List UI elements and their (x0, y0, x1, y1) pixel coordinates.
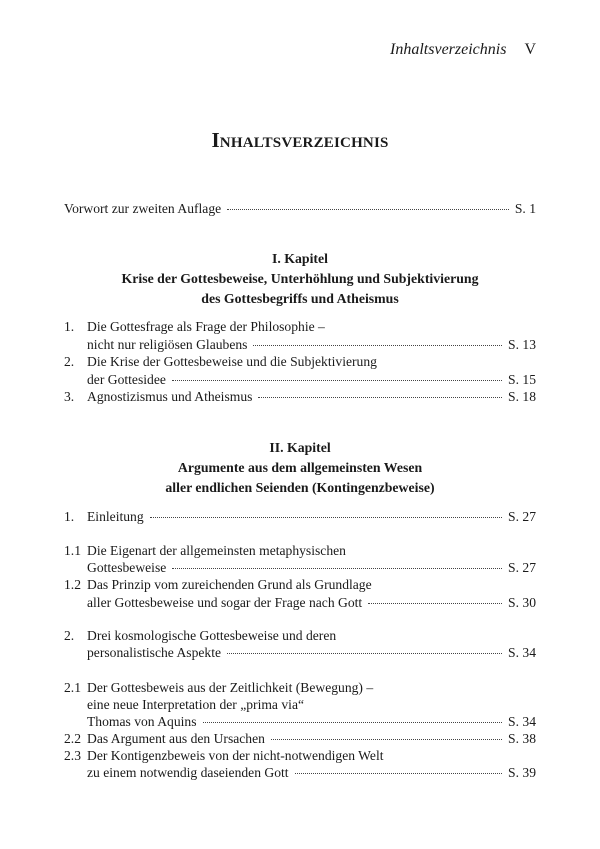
toc-entry-number: 1. (64, 509, 75, 524)
chapter-title-line: Argumente aus dem allgemeinsten Wesen (177, 460, 423, 475)
leader-dots (203, 722, 503, 723)
toc-entry-c2-2-2[interactable] (64, 730, 536, 748)
toc-entry-text: Agnostizismus und Atheismus (87, 389, 253, 404)
toc-entry-number: 1. (64, 319, 75, 334)
toc-page-ref: S. 30 (508, 595, 536, 610)
toc-entry-text: personalistische Aspekte (87, 645, 222, 660)
toc-entry-text: der Gottesidee (87, 372, 166, 387)
chapter-heading-1 (0, 249, 600, 309)
toc-entry-text: Gottesbeweise (87, 560, 167, 575)
leader-dots (253, 345, 502, 346)
toc-page-ref: S. 39 (508, 765, 536, 780)
toc-entry-foreword[interactable] (64, 200, 536, 218)
toc-page-ref: S. 27 (508, 560, 536, 575)
toc-entry-text: aller Gottesbeweise und sogar der Frage nach Gott (87, 595, 363, 610)
toc-entry-number: 3. (64, 389, 75, 404)
leader-dots (227, 653, 502, 654)
toc-entry-c2-1-1-line2[interactable] (87, 559, 536, 577)
toc-entry-text: Die Gottesfrage als Frage der Philosophie – (87, 319, 325, 334)
toc-entry-text: Die Krise der Gottesbeweise und die Subjektivierung (87, 354, 377, 369)
toc-entry-c2-1-2-line1[interactable] (64, 576, 372, 594)
toc-page-ref: S. 15 (508, 372, 536, 387)
running-head-title: Inhaltsverzeichnis (390, 41, 507, 58)
toc-heading: Inhaltsverzeichnis (211, 128, 389, 152)
toc-entry-c2-2-1-line2[interactable] (87, 696, 304, 714)
leader-dots (368, 603, 502, 604)
toc-page-ref: S. 27 (508, 509, 536, 524)
toc-page-ref: S. 18 (508, 389, 536, 404)
chapter-title-line: aller endlichen Seienden (Kontingenzbeweise) (165, 480, 435, 495)
toc-entry-text: Vorwort zur zweiten Auflage (64, 201, 222, 216)
toc-entry-text: Die Eigenart der allgemeinsten metaphysischen (87, 543, 346, 558)
toc-entry-text: Drei kosmologische Gottesbeweise und deren (87, 628, 337, 643)
toc-entry-number: 2.1 (64, 680, 81, 695)
toc-entry-c2-1-1-line1[interactable] (64, 542, 346, 560)
leader-dots (150, 517, 502, 518)
toc-entry-c2-2-3-line2[interactable] (87, 764, 536, 782)
page-number: V (524, 41, 536, 58)
toc-entry-c1-2-line1[interactable] (64, 353, 377, 371)
toc-entry-c2-1-2-line2[interactable] (87, 594, 536, 612)
toc-entry-c2-2-1-line1[interactable] (64, 679, 373, 697)
toc-entry-text: Das Prinzip vom zureichenden Grund als Grundlage (87, 577, 372, 592)
chapter-title-line: des Gottesbegriffs und Atheismus (201, 291, 399, 306)
toc-entry-number: 2.2 (64, 731, 81, 746)
toc-page-ref: S. 13 (508, 337, 536, 352)
toc-entry-c2-1[interactable] (64, 508, 536, 526)
toc-entry-text: Das Argument aus den Ursachen (87, 731, 265, 746)
toc-entry-number: 1.1 (64, 543, 81, 558)
toc-page-ref: S. 1 (514, 201, 536, 216)
toc-entry-c1-3[interactable] (64, 388, 536, 406)
toc-entry-text: Einleitung (87, 509, 144, 524)
leader-dots (295, 773, 502, 774)
toc-entry-text: Der Gottesbeweis aus der Zeitlichkeit (Bewegung) – (87, 680, 374, 695)
toc-entry-number: 2.3 (64, 748, 81, 763)
toc-entry-c1-2-line2[interactable] (87, 371, 536, 389)
leader-dots (227, 209, 509, 210)
toc-entry-text: Thomas von Aquins (87, 714, 197, 729)
toc-entry-text: zu einem notwendig daseienden Gott (87, 765, 289, 780)
leader-dots (258, 397, 502, 398)
toc-entry-c1-1-line1[interactable] (64, 318, 325, 336)
toc-entry-number: 1.2 (64, 577, 81, 592)
toc-page-ref: S. 34 (508, 645, 536, 660)
toc-entry-c2-2-3-line1[interactable] (64, 747, 384, 765)
leader-dots (271, 739, 502, 740)
chapter-title-line: Krise der Gottesbeweise, Unterhöhlung und Subjektivierung (121, 271, 479, 286)
toc-entry-text: nicht nur religiösen Glaubens (87, 337, 248, 352)
toc-entry-text: Der Kontigenzbeweis von der nicht-notwendigen Welt (87, 748, 384, 763)
toc-entry-c2-2-1-line3[interactable] (87, 713, 536, 731)
toc-entry-number: 2. (64, 354, 75, 369)
chapter-heading-2 (0, 438, 600, 498)
toc-entry-text: eine neue Interpretation der „prima via“ (87, 697, 305, 712)
chapter-label: I. Kapitel (272, 251, 328, 266)
chapter-label: II. Kapitel (269, 440, 331, 455)
leader-dots (172, 380, 502, 381)
toc-page-ref: S. 34 (508, 714, 536, 729)
running-head (390, 41, 536, 59)
toc-entry-c2-2-line2[interactable] (87, 644, 536, 662)
toc-entry-c2-2-line1[interactable] (64, 627, 336, 645)
toc-entry-c1-1-line2[interactable] (87, 336, 536, 354)
leader-dots (172, 568, 502, 569)
toc-entry-number: 2. (64, 628, 75, 643)
toc-page-ref: S. 38 (508, 731, 536, 746)
